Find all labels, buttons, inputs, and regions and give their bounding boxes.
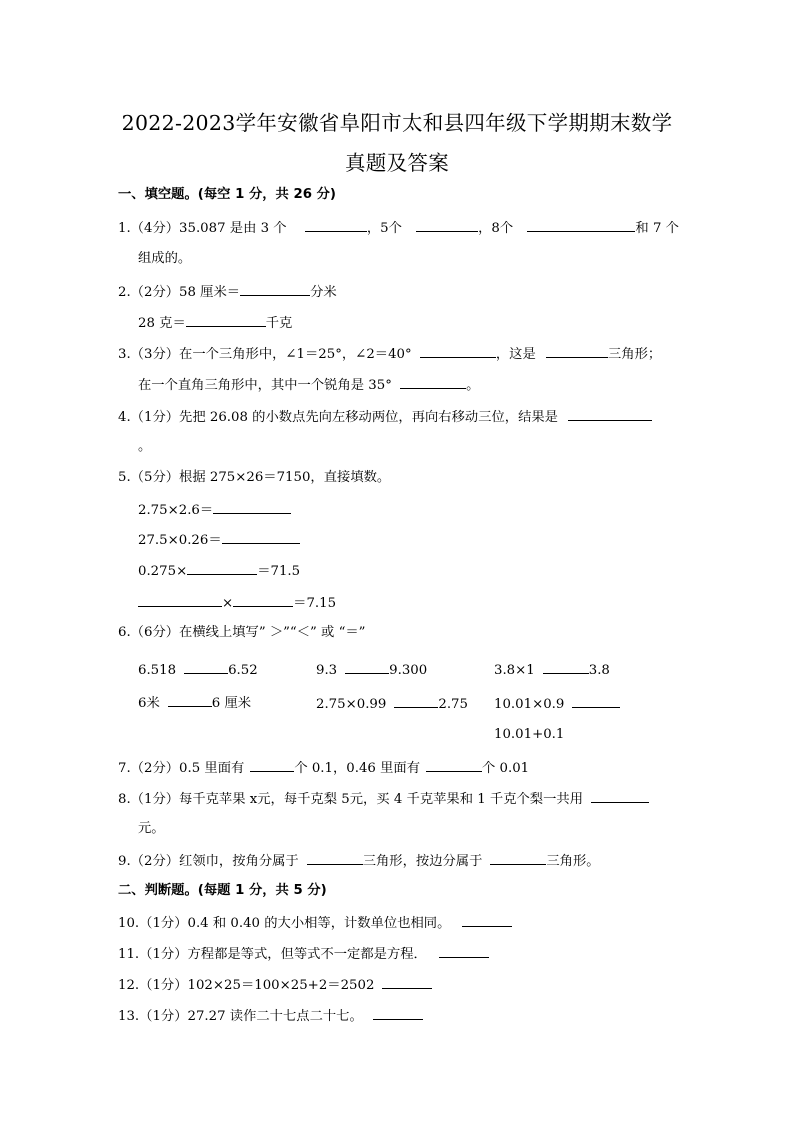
q6-right-4: 6 厘米 xyxy=(211,696,252,711)
section-heading-fill-blank: 一、填空题。(每空 1 分，共 26 分) xyxy=(118,187,336,202)
q4-text: 4.（1分）先把 26.08 的小数点先向左移动两位，再向右移动三位，结果是 xyxy=(118,410,558,425)
q11-text: 11.（1分）方程都是等式，但等式不一定都是方程． xyxy=(118,947,427,962)
q6-item-5 xyxy=(316,694,468,714)
question-1 xyxy=(118,218,679,238)
q10-blank[interactable] xyxy=(462,913,512,927)
question-2 xyxy=(118,282,337,302)
q5-expr-3: 0.275× xyxy=(138,564,188,579)
q3-blank-2[interactable] xyxy=(546,344,608,358)
q9-blank-2[interactable] xyxy=(490,851,546,865)
q6-item-2 xyxy=(316,660,427,680)
q5-blank-1[interactable] xyxy=(213,500,291,514)
q6-item-1 xyxy=(138,660,258,680)
q1-continuation: 组成的。 xyxy=(138,251,192,266)
q6-right-3: 3.8 xyxy=(588,663,610,678)
question-4 xyxy=(118,407,652,427)
question-11 xyxy=(118,944,489,964)
q13-blank[interactable] xyxy=(373,1006,423,1020)
q6-item-6 xyxy=(494,694,620,714)
q2-text-2: 28 克＝ xyxy=(138,316,186,331)
q9-blank-1[interactable] xyxy=(307,851,363,865)
q5-times: × xyxy=(222,596,234,611)
q7-blank-1[interactable] xyxy=(250,758,294,772)
q10-text: 10.（1分）0.4 和 0.40 的大小相等，计数单位也相同。 xyxy=(118,916,451,931)
q5-item-1 xyxy=(138,500,291,520)
q6-item-3 xyxy=(494,660,610,680)
question-3-line-2 xyxy=(138,375,479,395)
q9-text: 9.（2分）红领巾，按角分属于 xyxy=(118,854,299,869)
q4-blank[interactable] xyxy=(568,407,652,421)
q13-text: 13.（1分）27.27 读作二十七点二十七。 xyxy=(118,1009,363,1024)
q5-blank-2[interactable] xyxy=(222,530,300,544)
q1-blank-2[interactable] xyxy=(416,218,478,232)
q8-blank[interactable] xyxy=(591,789,649,803)
q6-blank-6[interactable] xyxy=(572,694,620,708)
q6-left-5: 2.75×0.99 xyxy=(316,697,387,712)
q6-item-4 xyxy=(138,693,251,713)
q6-left-1: 6.518 xyxy=(138,663,177,678)
q5-blank-5[interactable] xyxy=(233,593,293,607)
q1-text-2: ，5个 xyxy=(366,221,402,236)
q7-text-3: 个 0.01 xyxy=(482,761,530,776)
q6-right-1: 6.52 xyxy=(228,663,258,678)
q6-left-3: 3.8×1 xyxy=(494,663,535,678)
q6-item-6-right: 10.01+0.1 xyxy=(494,727,565,742)
q1-blank-1[interactable] xyxy=(305,218,367,232)
q6-blank-2[interactable] xyxy=(345,660,389,674)
q2-blank-2[interactable] xyxy=(186,313,266,327)
q1-text-4: 和 7 个 xyxy=(635,221,679,236)
q1-text: 1.（4分）35.087 是由 3 个 xyxy=(118,221,287,236)
q5-item-2 xyxy=(138,530,300,550)
question-7 xyxy=(118,758,529,778)
question-12 xyxy=(118,975,432,995)
q6-blank-3[interactable] xyxy=(543,660,589,674)
q9-text-3: 三角形。 xyxy=(546,854,600,869)
q6-right-5: 2.75 xyxy=(438,697,468,712)
q5-expr-4-result: ＝7.15 xyxy=(293,596,337,611)
question-10 xyxy=(118,913,512,933)
q3-blank-3[interactable] xyxy=(400,375,466,389)
q1-text-3: ，8个 xyxy=(478,221,514,236)
q9-text-2: 三角形，按边分属于 xyxy=(362,854,483,869)
q3-text-3: 三角形； xyxy=(608,347,662,362)
q5-item-4 xyxy=(138,593,336,613)
q12-blank[interactable] xyxy=(382,975,432,989)
q3-text: 3.（3分）在一个三角形中，∠1＝25°，∠2＝40° xyxy=(118,347,412,362)
q6-left-2: 9.3 xyxy=(316,663,338,678)
q6-blank-5[interactable] xyxy=(394,694,438,708)
q5-expr-2: 27.5×0.26＝ xyxy=(138,533,222,548)
q6-blank-1[interactable] xyxy=(184,660,228,674)
q5-expr-1: 2.75×2.6＝ xyxy=(138,503,214,518)
q2-text: 2.（2分）58 厘米＝ xyxy=(118,285,241,300)
q3-blank-1[interactable] xyxy=(420,344,496,358)
q8-continuation: 元。 xyxy=(138,821,165,836)
question-5: 5.（5分）根据 275×26＝7150，直接填数。 xyxy=(118,470,391,485)
q4-continuation: 。 xyxy=(138,439,152,454)
q7-text: 7.（2分）0.5 里面有 xyxy=(118,761,245,776)
q6-left-6: 10.01×0.9 xyxy=(494,697,565,712)
q6-right-2: 9.300 xyxy=(389,663,428,678)
q5-blank-4[interactable] xyxy=(138,593,222,607)
q2-blank-1[interactable] xyxy=(240,282,310,296)
q6-blank-4[interactable] xyxy=(168,693,212,707)
question-3 xyxy=(118,344,661,364)
document-title-line-2: 真题及答案 xyxy=(345,151,449,175)
q3-text-2: ，这是 xyxy=(495,347,536,362)
question-2-line-2 xyxy=(138,313,292,333)
q3-text-4: 在一个直角三角形中，其中一个锐角是 35° xyxy=(138,378,392,393)
question-8 xyxy=(118,789,649,809)
question-9 xyxy=(118,851,600,871)
q5-blank-3[interactable] xyxy=(187,561,257,575)
question-13 xyxy=(118,1006,423,1026)
q7-text-2: 个 0.1，0.46 里面有 xyxy=(294,761,421,776)
q2-unit-2: 千克 xyxy=(265,316,293,331)
q6-left-4: 6米 xyxy=(138,696,160,711)
q5-expr-3-result: ＝71.5 xyxy=(257,564,301,579)
q2-unit: 分米 xyxy=(310,285,337,300)
q3-text-5: 。 xyxy=(466,378,480,393)
q7-blank-2[interactable] xyxy=(426,758,482,772)
q11-blank[interactable] xyxy=(439,944,489,958)
section-heading-true-false: 二、判断题。(每题 1 分，共 5 分) xyxy=(118,883,327,898)
document-title-line-1: 2022-2023学年安徽省阜阳市太和县四年级下学期期末数学 xyxy=(121,111,673,135)
q8-text: 8.（1分）每千克苹果 x元，每千克梨 5元，买 4 千克苹果和 1 千克个梨一共用 xyxy=(118,792,583,807)
question-6: 6.（6分）在横线上填写” ＞”“＜” 或 “＝” xyxy=(118,625,366,640)
q5-item-3 xyxy=(138,561,300,581)
q1-blank-3[interactable] xyxy=(527,218,635,232)
q12-text: 12.（1分）102×25＝100×25+2＝2502 xyxy=(118,978,375,993)
